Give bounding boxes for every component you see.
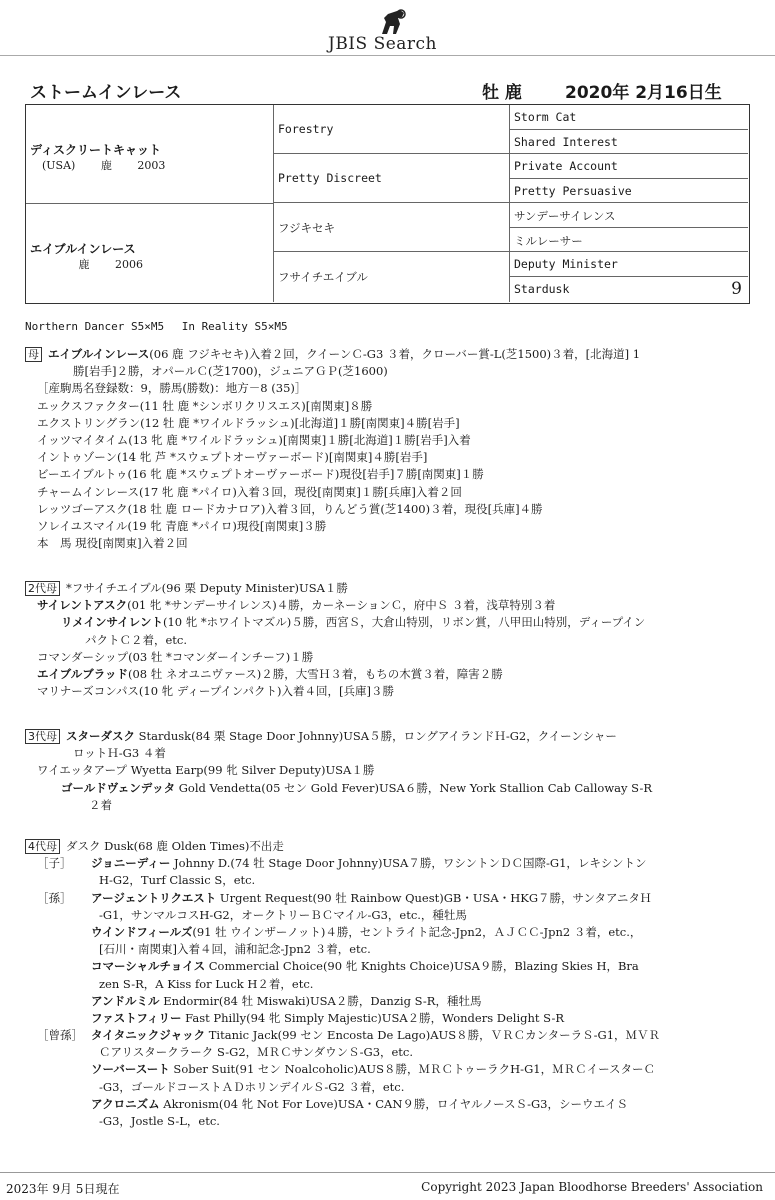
record-line	[25, 597, 750, 614]
record-line	[25, 683, 750, 700]
record-text: ビーエイブルトゥ(16 牝 鹿 *スウェプトオーヴァーボード)現役[岩手]７勝[南関東]１勝	[37, 467, 484, 482]
grandparent-cell	[274, 252, 509, 302]
relation-label: ［孫］	[37, 890, 72, 905]
record-text: (10 牝 *ホワイトマズル)５勝，西宮Ｓ，大倉山特別，リボン賞，八甲田山特別，ディープイン	[162, 615, 646, 630]
horse-link[interactable]: サイレントアスク	[37, 598, 128, 613]
horse-name: ストームインレース	[30, 83, 182, 103]
horse-birthdate: 2020年 2月16日生	[565, 83, 722, 103]
record-text: エクストリングラン(12 牡 鹿 *ワイルドラッシュ)[北海道]１勝[南関東]４勝[岩手]	[37, 415, 460, 430]
record-text: -G3，Jostle S-L，etc.	[99, 1114, 220, 1128]
record-text: パクトＣ２着，etc.	[85, 632, 188, 647]
record-text: [石川・南関東]入着４回，浦和記念-Jpn2 ３着，etc.	[99, 942, 371, 957]
record-line	[25, 518, 750, 535]
grandparent-cell	[274, 154, 509, 203]
record-line	[25, 449, 750, 466]
record-line	[25, 501, 750, 518]
record-line	[25, 872, 750, 889]
great-grandparent-cell	[510, 228, 748, 253]
generation-tag: 3代母	[25, 729, 60, 744]
record-line	[25, 745, 750, 762]
record-line	[25, 632, 750, 649]
record-line	[25, 838, 750, 855]
third-dam-section	[25, 728, 750, 814]
record-text: Akronism(04 牝 Not For Love)USA・CAN９勝，ロイヤルノースＳ-G3，シーウエイＳ	[159, 1096, 628, 1111]
great-grandparent-name[interactable]: Storm Cat	[514, 110, 577, 124]
record-line	[25, 855, 750, 872]
record-line	[25, 890, 750, 907]
record-line	[25, 941, 750, 958]
record-text: エックスファクター(11 牡 鹿 *シンボリクリスエス)[南関東]８勝	[37, 398, 373, 413]
great-grandparent-cell	[510, 154, 748, 179]
horse-link[interactable]: タイタニックジャック	[91, 1028, 206, 1043]
horse-link[interactable]: ファストフィリー	[91, 1010, 182, 1025]
pedigree-great-grandparents	[510, 105, 748, 302]
record-text: Urgent Request(90 牡 Rainbow Quest)GB・USA・HKG７勝，サンタアニタＨ	[216, 890, 652, 905]
horse-link[interactable]: アージェントリクエスト	[91, 890, 217, 905]
record-line	[25, 363, 750, 380]
family-number: 9	[731, 278, 742, 299]
record-text: コマンダーシップ(03 牡 *コマンダーインチーフ)１勝	[37, 649, 314, 664]
great-grandparent-cell	[510, 130, 748, 155]
grandparent-name[interactable]: Forestry	[278, 122, 334, 136]
record-line	[25, 398, 750, 415]
record-line	[25, 346, 750, 363]
record-line	[25, 484, 750, 501]
record-text: H-G2，Turf Classic S，etc.	[99, 873, 256, 888]
record-text: 勝[岩手]２勝，オパールＣ(芝1700)，ジュニアＧＰ(芝1600)	[73, 364, 388, 379]
horse-logo-icon	[378, 8, 408, 36]
jbis-logo	[328, 8, 463, 54]
record-text: ダスク Dusk(68 鹿 Olden Times)不出走	[66, 839, 284, 853]
horse-link[interactable]: エイブルインレース	[48, 347, 150, 361]
great-grandparent-cell	[510, 252, 748, 277]
great-grandparent-name[interactable]: ミルレーサー	[514, 233, 583, 248]
record-text: レッツゴーアスク(18 牡 鹿 ロードカナロア)入着３回，りんどう賞(芝1400)３着，現役[兵庫]４勝	[37, 501, 543, 516]
grandparent-name[interactable]: Pretty Discreet	[278, 171, 382, 185]
copyright: Copyright 2023 Japan Bloodhorse Breeders' Association	[421, 1180, 763, 1194]
record-text: ソレイユスマイル(19 牝 青鹿 *パイロ)現役[南関東]３勝	[37, 518, 327, 533]
horse-link[interactable]: エイブルブラッド	[37, 666, 128, 681]
record-line	[25, 762, 750, 779]
record-text: (91 牡 ウインザーノット)４勝，セントライト記念-Jpn2，ＡＪＣＣ-Jpn2 ３着，etc.，	[192, 924, 642, 939]
record-text: マリナーズコンパス(10 牝 ディープインパクト)入着４回，[兵庫]３勝	[37, 684, 394, 699]
header-rule	[0, 55, 775, 56]
great-grandparent-cell	[510, 277, 748, 303]
record-line	[25, 466, 750, 483]
horse-link[interactable]: ウインドフィールズ	[91, 924, 193, 939]
record-text: ２着	[89, 797, 112, 812]
dam-name[interactable]: エイブルインレース	[30, 242, 136, 256]
record-text: Sober Suit(91 セン Noalcoholic)AUS８勝，ＭＲＣトゥーラクH-G1，ＭＲＣイースターＣ	[169, 1062, 655, 1077]
record-line	[25, 1113, 750, 1130]
record-line	[25, 1044, 750, 1061]
record-line	[25, 666, 750, 683]
record-text: zen S-R，A Kiss for Luck H２着，etc.	[99, 976, 314, 991]
record-text: Stardusk(84 栗 Stage Door Johnny)USA５勝，ロングアイランドＨ-G2，クイーンシャー	[135, 729, 617, 743]
sire-info: (USA) 鹿 2003	[42, 159, 166, 172]
generation-tag: 4代母	[25, 839, 60, 854]
pedigree-grandparents	[274, 105, 510, 302]
horse-link[interactable]: ゴールドヴェンデッタ	[61, 780, 176, 795]
record-line	[25, 614, 750, 631]
record-text: -G1，サンマルコスH-G2，オークトリーＢＣマイル-G3，etc.，種牡馬	[99, 907, 467, 922]
generation-tag: 母	[25, 347, 42, 362]
generation-tag: 2代母	[25, 581, 60, 596]
great-grandparent-name[interactable]: Shared Interest	[514, 134, 618, 149]
logo-text: JBIS Search	[328, 34, 438, 54]
record-line	[25, 649, 750, 666]
inbreeding-note: Northern Dancer S5×M5 In Reality S5×M5	[25, 320, 288, 333]
record-line	[25, 924, 750, 941]
great-grandparent-name[interactable]: Stardusk	[514, 281, 570, 296]
great-grandparent-name[interactable]: Pretty Persuasive	[514, 183, 632, 198]
great-grandparent-name[interactable]: Deputy Minister	[514, 257, 618, 271]
record-text: ワイエッタアープ Wyetta Earp(99 牝 Silver Deputy)USA１勝	[37, 763, 375, 778]
record-line	[25, 1010, 750, 1027]
record-line	[25, 432, 750, 449]
great-grandparent-cell	[510, 105, 748, 130]
horse-link[interactable]: アンドルミル	[91, 993, 160, 1008]
record-text: Titanic Jack(99 セン Encosta De Lago)AUS８勝，ＶＲＣカンターラＳ-G1，ＭＶＲ	[205, 1028, 661, 1043]
grandparent-name[interactable]: フジキセキ	[278, 221, 336, 235]
record-line	[25, 1096, 750, 1113]
record-line	[25, 1061, 750, 1078]
horse-link[interactable]: ソーバースート	[91, 1062, 170, 1077]
record-text: チャームインレース(17 牝 鹿 *パイロ)入着３回，現役[南関東]１勝[兵庫]入着２回	[37, 484, 462, 499]
record-text: Ｃアリスタークラーク S-G2，ＭＲＣサンダウンＳ-G3，etc.	[99, 1045, 414, 1060]
record-line	[25, 993, 750, 1010]
dam-section	[25, 346, 750, 552]
record-text: Endormir(84 牡 Miswaki)USA２勝，Danzig S-R，種牡馬	[159, 993, 482, 1008]
record-text: 本 馬 現役[南関東]入着２回	[37, 536, 188, 551]
horse-link[interactable]: コマーシャルチョイス	[91, 959, 206, 974]
record-text: *フサイチエイブル(96 栗 Deputy Minister)USA１勝	[66, 581, 348, 595]
horse-link[interactable]: ジョニーディー	[91, 856, 171, 871]
record-text: イッツマイタイム(13 牝 鹿 *ワイルドラッシュ)[南関東]１勝[北海道]１勝[岩手]入着	[37, 432, 471, 447]
record-line	[25, 380, 750, 397]
dam-cell	[26, 204, 273, 302]
second-dam-section	[25, 580, 750, 700]
record-line	[25, 535, 750, 552]
great-grandparent-name[interactable]: サンデーサイレンス	[514, 209, 616, 223]
record-text: ロットＨ-G3 ４着	[73, 746, 166, 761]
record-text: Fast Philly(94 牝 Simply Majestic)USA２勝，Wonders Delight S-R	[181, 1010, 565, 1025]
grandparent-cell	[274, 105, 509, 154]
record-line	[25, 976, 750, 993]
record-line	[25, 415, 750, 432]
record-text: ［産駒馬名登録数：9，勝馬(勝数)：地方－8 (35)］	[37, 381, 307, 396]
great-grandparent-cell	[510, 179, 748, 204]
record-text: Gold Vendetta(05 セン Gold Fever)USA６勝，New York Stallion Cab Calloway S-R	[175, 780, 653, 795]
record-text: Johnny D.(74 牡 Stage Door Johnny)USA７勝，ワシントンＤＣ国際-G1，レキシントン	[170, 856, 647, 871]
horse-link[interactable]: スターダスク	[66, 729, 135, 743]
record-text: (08 牡 ネオユニヴァース)２勝，大雪Ｈ３着，もちの木賞３着，障害２勝	[127, 666, 503, 681]
horse-link[interactable]: リメインサイレント	[61, 615, 163, 630]
horse-sex-color: 牡 鹿	[482, 83, 522, 103]
great-grandparent-name[interactable]: Private Account	[514, 159, 618, 173]
sire-cell	[26, 105, 273, 204]
horse-link[interactable]: アクロニズム	[91, 1096, 160, 1111]
record-line	[25, 1079, 750, 1096]
title-row	[30, 78, 750, 103]
relation-label: ［曾孫］	[37, 1028, 83, 1043]
record-text: Commercial Choice(90 牝 Knights Choice)USA９勝，Blazing Skies H，Bra	[205, 959, 639, 974]
footer-rule	[0, 1172, 775, 1173]
dam-info: 鹿 2006	[42, 258, 143, 271]
record-text: イントゥゾーン(14 牝 芦 *スウェプトオーヴァーボード)[南関東]４勝[岩手]	[37, 450, 428, 465]
record-line	[25, 958, 750, 975]
sire-name[interactable]: ディスクリートキャット	[30, 143, 162, 157]
as-of-date: 2023年 9月 5日現在	[6, 1182, 120, 1196]
grandparent-name[interactable]: フサイチエイブル	[278, 270, 368, 284]
fourth-dam-section	[25, 838, 750, 1130]
relation-label: ［子］	[37, 856, 72, 871]
record-line	[25, 797, 750, 814]
record-text: (01 牝 *サンデーサイレンス)４勝，カーネーションＣ，府中Ｓ ３着，浅草特別３着	[127, 598, 556, 613]
grandparent-cell	[274, 203, 509, 252]
great-grandparent-cell	[510, 203, 748, 228]
record-line	[25, 907, 750, 924]
pedigree-table	[25, 104, 750, 304]
record-line	[25, 1027, 750, 1044]
record-text: (06 鹿 フジキセキ)入着２回，クイーンＣ-G3 ３着，クローバー賞-L(芝1500)３着，[北海道] 1	[149, 347, 641, 361]
record-line	[25, 728, 750, 745]
record-line	[25, 580, 750, 597]
record-text: -G3，ゴールドコーストＡＤホリンデイルＳ-G2 ３着，etc.	[99, 1079, 405, 1094]
pedigree-parents	[26, 105, 274, 302]
record-line	[25, 780, 750, 797]
